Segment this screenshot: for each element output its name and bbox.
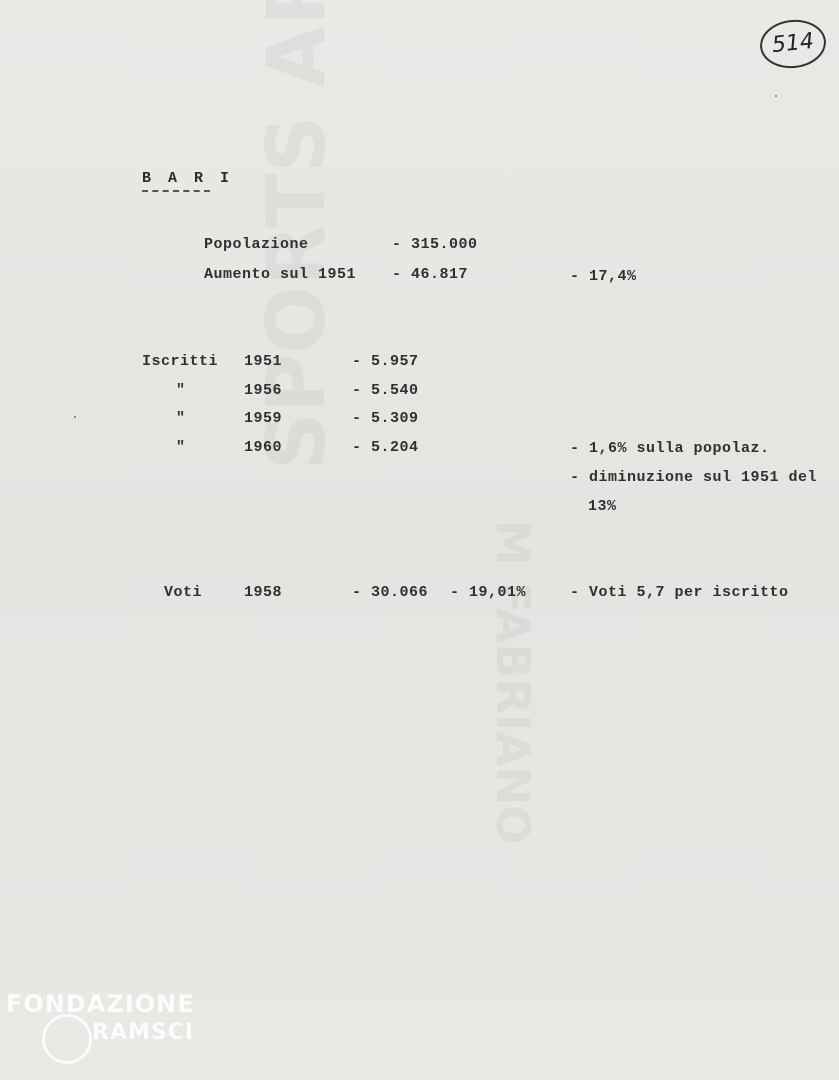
members-note: - 1,6% sulla popolaz. <box>570 440 770 457</box>
heading-underline <box>142 190 210 192</box>
members-value: - 5.540 <box>352 382 419 399</box>
votes-note: - Voti 5,7 per iscritto <box>570 584 789 601</box>
paper-speck <box>775 95 777 97</box>
votes-percent: - 19,01% <box>450 584 527 601</box>
members-year: 1960 <box>244 439 283 456</box>
members-year: 1956 <box>244 382 283 399</box>
fondazione-gramsci-logo <box>6 988 216 1068</box>
paper-speck <box>74 416 76 418</box>
background-watermark-2 <box>486 520 540 844</box>
members-note: 13% <box>588 498 617 515</box>
ditto-mark: " <box>176 382 186 399</box>
heading-city: B A R I <box>142 170 234 187</box>
ditto-mark: " <box>176 439 186 456</box>
increase-label: Aumento sul 1951 <box>204 266 357 283</box>
votes-value: - 30.066 <box>352 584 429 601</box>
increase-percent: - 17,4% <box>570 268 637 285</box>
members-year: 1959 <box>244 410 283 427</box>
members-value: - 5.204 <box>352 439 419 456</box>
logo-g-emblem <box>42 1014 92 1064</box>
background-watermark <box>250 0 343 470</box>
increase-value: - 46.817 <box>392 266 469 283</box>
members-label: Iscritti <box>142 353 219 370</box>
members-year: 1951 <box>244 353 283 370</box>
members-value: - 5.309 <box>352 410 419 427</box>
logo-line-1: FONDAZIONE <box>6 990 195 1018</box>
members-value: - 5.957 <box>352 353 419 370</box>
page-number: 514 <box>758 17 829 72</box>
logo-line-2: RAMSCI <box>92 1020 195 1045</box>
votes-label: Voti <box>164 584 203 601</box>
population-value: - 315.000 <box>392 236 478 253</box>
population-label: Popolazione <box>204 236 309 253</box>
ditto-mark: " <box>176 410 186 427</box>
members-note: - diminuzione sul 1951 del <box>570 469 818 486</box>
votes-year: 1958 <box>244 584 283 601</box>
